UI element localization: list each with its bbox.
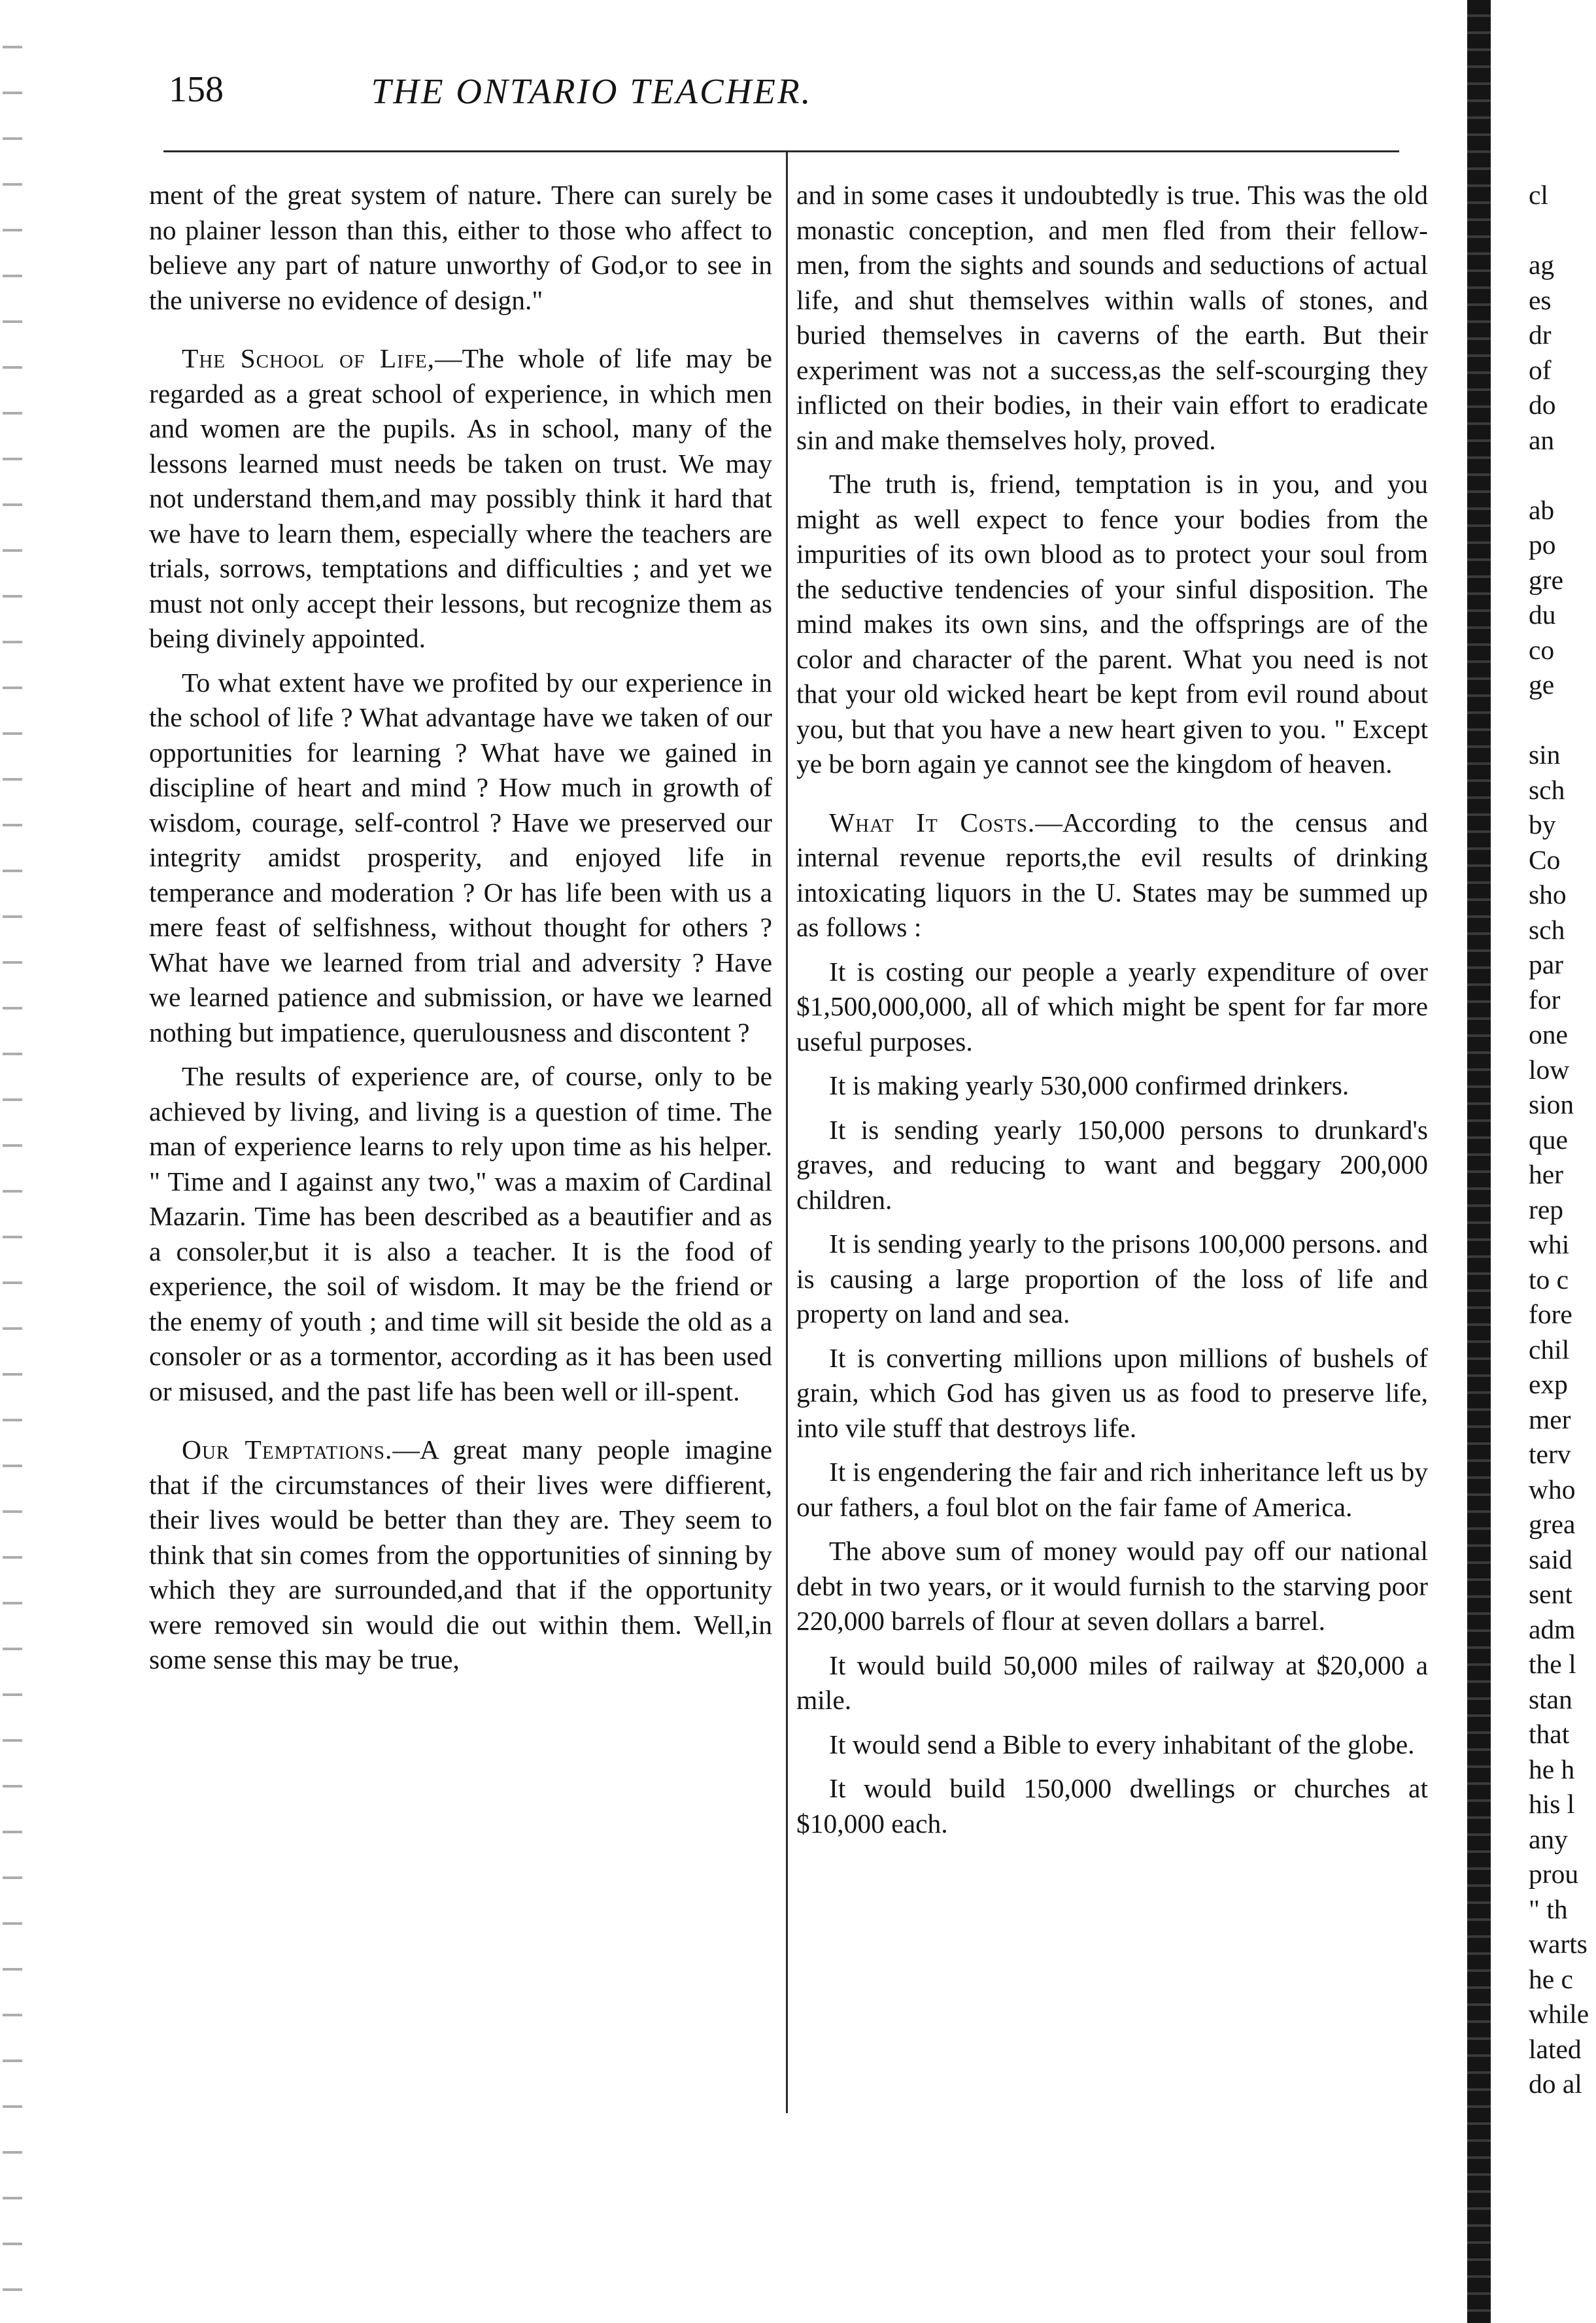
list-item: It would send a Bible to every inhabitant of the globe. bbox=[829, 1729, 1415, 1759]
adjacent-page-fragments bbox=[1529, 178, 1596, 2102]
fragment-line: sho bbox=[1529, 879, 1567, 909]
fragment-line: he c bbox=[1529, 1963, 1573, 1994]
list-item: It is costing our people a yearly expenditure of over $1,500,000,000, all of which might be spent for far more useful purposes. bbox=[796, 956, 1428, 1057]
fragment-line: fore bbox=[1529, 1299, 1572, 1329]
section-heading: What It Costs. bbox=[829, 807, 1036, 838]
fragment-line: one bbox=[1529, 1019, 1568, 1049]
paragraph: To what extent have we profited by our experience in the school of life ? What advantage have we taken of our opportunities for learning ? What have we gained in discipline of heart and mind ? How much in growth of wisdom, courage, self-control ? Have we preserved our integrity amidst prosperity, and enjoyed life in temperance and moderation ? Or has life been with us a mere feast of selfishness, without thought for others ? What have we learned from trial and adversity ? Have we learned patience and submission, or have we learned nothing but impatience, querulousness and discontent ? bbox=[149, 667, 772, 1047]
list-item: It is making yearly 530,000 confirmed drinkers. bbox=[829, 1070, 1350, 1100]
left-column bbox=[149, 178, 772, 1687]
fragment-line: gre bbox=[1529, 564, 1563, 595]
fragment-line: while bbox=[1529, 1999, 1589, 2029]
fragment-line: to c bbox=[1529, 1264, 1569, 1295]
section-our-temptations bbox=[149, 1433, 772, 1678]
fragment-line bbox=[1529, 213, 1596, 248]
paragraph: ment of the great system of nature. There can surely be no plainer lesson than this, either to those who affect to believe any part of nature unworthy of God,or to see in the universe no evidence of design." bbox=[149, 180, 772, 315]
fragment-line: who bbox=[1529, 1474, 1576, 1504]
left-margin-speckle bbox=[3, 26, 22, 2301]
column-divider bbox=[786, 152, 788, 2113]
section-what-it-costs bbox=[796, 805, 1428, 945]
paragraph: The results of experience are, of course, only to be achieved by living, and living is a question of time. The man of experience learns to rely upon time as his helper. " Time and I against any two," was a maxim of Cardinal Mazarin. Time has been described as a beautifier and as a consoler,but it is also a teacher. It is the food of experience, the soil of wisdom. It may be the friend or the enemy of youth ; and time will sit beside the old as a consoler or as a tormentor, according as it has been used or misused, and the past life has been well or ill-spent. bbox=[149, 1061, 772, 1406]
fragment-line: Co bbox=[1529, 844, 1561, 875]
fragment-line: prou bbox=[1529, 1859, 1579, 1889]
fragment-line: adm bbox=[1529, 1614, 1576, 1644]
fragment-line: rep bbox=[1529, 1194, 1563, 1225]
fragment-line: mer bbox=[1529, 1404, 1571, 1434]
running-head: THE ONTARIO TEACHER. bbox=[371, 71, 813, 111]
list-item: It would build 150,000 dwellings or churches at $10,000 each. bbox=[796, 1773, 1428, 1839]
list-item: It is sending yearly to the prisons 100,000 persons. and is causing a large proportion of the loss of life and property on land and sea. bbox=[796, 1229, 1428, 1329]
fragment-line: sch bbox=[1529, 914, 1565, 945]
fragment-line: ab bbox=[1529, 494, 1555, 525]
fragment-line: sion bbox=[1529, 1089, 1574, 1119]
header-rule bbox=[163, 150, 1399, 152]
fragment-line: warts bbox=[1529, 1929, 1588, 1959]
fragment-line: said bbox=[1529, 1544, 1572, 1574]
fragment-line: ge bbox=[1529, 670, 1555, 700]
fragment-line: chil bbox=[1529, 1334, 1570, 1365]
fragment-line bbox=[1529, 703, 1596, 738]
fragment-line: by bbox=[1529, 809, 1556, 839]
fragment-line: low bbox=[1529, 1054, 1570, 1085]
list-item: It would build 50,000 miles of railway at $20,000 a mile. bbox=[796, 1650, 1428, 1715]
section-school-of-life bbox=[149, 341, 772, 656]
fragment-line: po bbox=[1529, 530, 1556, 560]
section-text: —According to the census and internal revenue reports,the evil results of drinking intoxicating liquors in the U. States may be summed up as follows : bbox=[796, 807, 1429, 942]
fragment-line: " th bbox=[1529, 1893, 1568, 1924]
page-number: 158 bbox=[169, 69, 224, 110]
fragment-line: exp bbox=[1529, 1369, 1568, 1399]
paragraph: The truth is, friend, temptation is in you, and you might as well expect to fence your bodies from the impurities of its own blood as to protect your soul from the seductive tendencies of your sinful disposition. The mind makes its own sins, and the offsprings are of the color and character of the parent. What you need is not that your old wicked heart be kept from evil round about you, but that you have a new heart given to you. " Except ye be born again ye cannot see the kingdom of heaven. bbox=[796, 469, 1428, 779]
fragment-line: of bbox=[1529, 354, 1552, 385]
list-item: It is sending yearly 150,000 persons to drunkard's graves, and reducing to want and beggary 200,000 children. bbox=[796, 1114, 1428, 1215]
fragment-line: his l bbox=[1529, 1789, 1575, 1819]
fragment-line: sch bbox=[1529, 774, 1565, 805]
binding-gutter-shadow bbox=[1467, 0, 1491, 2323]
fragment-line: stan bbox=[1529, 1684, 1572, 1714]
list-item: The above sum of money would pay off our national debt in two years, or it would furnish to the starving poor 220,000 barrels of flour at seven dollars a barrel. bbox=[796, 1536, 1428, 1636]
fragment-line: her bbox=[1529, 1159, 1563, 1189]
fragment-line: sin bbox=[1529, 739, 1561, 770]
fragment-line: sent bbox=[1529, 1579, 1572, 1609]
fragment-line: he h bbox=[1529, 1754, 1575, 1784]
section-text: —A great many people imagine that if the circumstances of their lives were diffierent, their lives would be better than they are. They seem to think that sin comes from the opportunities of sinning by which they are surrounded,and that if the opportunity were removed sin would die out within them. Well,in some sense this may be true, bbox=[149, 1434, 772, 1674]
section-text: —The whole of life may be regarded as a great school of experience, in which men and women are the pupils. As in school, many of the lessons learned must needs be taken on trust. We may not understand them,and may possibly think it hard that we have to learn them, especially where the teachers are trials, sorrows, temptations and difficulties ; and yet we must not only accept their lessons, but recognize them as being divinely appointed. bbox=[149, 343, 772, 653]
fragment-line: ag bbox=[1529, 250, 1555, 280]
fragment-line: do al bbox=[1529, 2069, 1582, 2099]
list-item: It is engendering the fair and rich inheritance left us by our fathers, a foul blot on the fair fame of America. bbox=[796, 1457, 1428, 1522]
fragment-line: for bbox=[1529, 984, 1561, 1015]
right-column bbox=[796, 178, 1428, 1850]
fragment-line: any bbox=[1529, 1823, 1568, 1854]
fragment-line: dr bbox=[1529, 320, 1552, 350]
section-heading: Our Temptations. bbox=[182, 1434, 393, 1465]
fragment-line: grea bbox=[1529, 1509, 1576, 1539]
fragment-line: an bbox=[1529, 424, 1555, 455]
paragraph: and in some cases it undoubtedly is true. This was the old monastic conception, and men fled from their fellow-men, from the sights and sounds and seductions of actual life, and shut themselves within walls of stones, and buried themselves in caverns of the earth. But their experiment was not a success,as the self-scourging they inflicted on their bodies, in their vain effort to eradicate sin and make themselves holy, proved. bbox=[796, 180, 1428, 455]
fragment-line: terv bbox=[1529, 1439, 1571, 1469]
fragment-line: lated bbox=[1529, 2033, 1582, 2064]
fragment-line: the l bbox=[1529, 1649, 1576, 1679]
section-heading: The School of Life, bbox=[182, 343, 435, 373]
fragment-line: du bbox=[1529, 600, 1556, 630]
fragment-line: par bbox=[1529, 949, 1563, 979]
list-item: It is converting millions upon millions of bushels of grain, which God has given us as food to preserve life, into vile stuff that destroys life. bbox=[796, 1342, 1428, 1443]
fragment-line: do bbox=[1529, 390, 1556, 420]
fragment-line: que bbox=[1529, 1124, 1568, 1155]
fragment-line bbox=[1529, 458, 1596, 493]
fragment-line: cl bbox=[1529, 180, 1548, 210]
fragment-line: co bbox=[1529, 634, 1555, 665]
fragment-line: es bbox=[1529, 284, 1552, 315]
fragment-line: that bbox=[1529, 1719, 1570, 1749]
fragment-line: whi bbox=[1529, 1229, 1570, 1259]
